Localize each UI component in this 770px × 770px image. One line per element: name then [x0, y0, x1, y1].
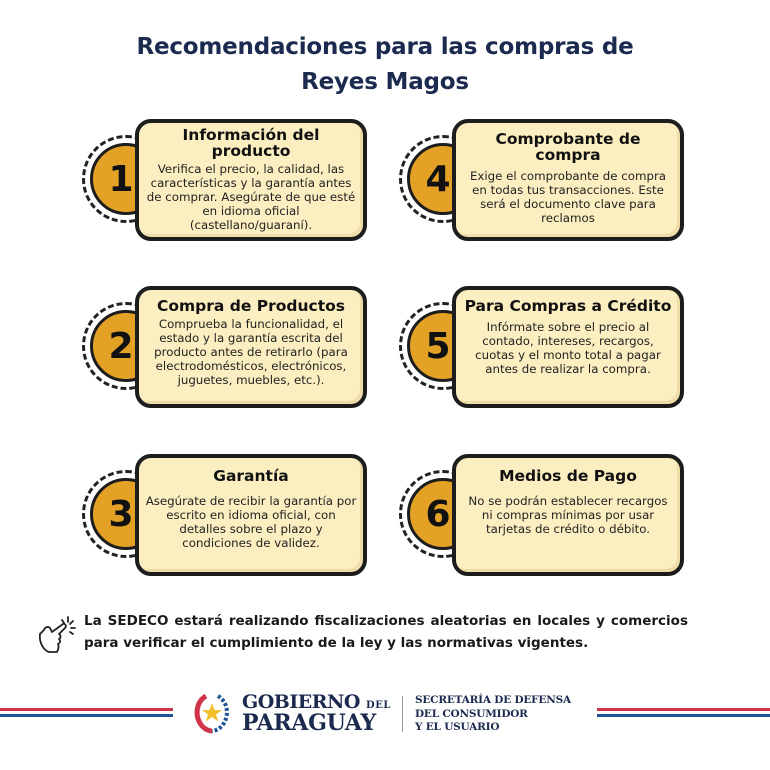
title-line-2: Reyes Magos	[301, 69, 469, 95]
card-body: Verifica el precio, la calidad, las características y la garantía antes de comprar. Asegúrate de que esté en idioma oficial (castellano/guaraní).	[146, 162, 356, 232]
card-panel	[135, 286, 367, 408]
title-line-1: Recomendaciones para las compras de	[136, 34, 634, 60]
del-text: DEL	[366, 700, 391, 711]
recommendation-card-2	[80, 282, 380, 417]
sedeco-notice: La SEDECO estará realizando fiscalizaciones aleatorias en locales y comercios para verificar el cumplimiento de la ley y las normativas vigentes.	[84, 613, 688, 651]
card-title: Compra de Productos	[156, 297, 346, 315]
recommendation-card-1	[80, 115, 380, 250]
card-body: Exige el comprobante de compra en todas tus transacciones. Este será el documento clave para reclamos	[469, 169, 667, 225]
secretaria-line-1: SECRETARÍA DE DEFENSA	[415, 694, 571, 706]
card-title: Comprobante de compra	[495, 130, 641, 164]
gobierno-text: GOBIERNO	[242, 691, 360, 713]
secretaria-label	[415, 694, 571, 735]
flag-line-blue-left	[0, 714, 173, 717]
card-panel	[135, 119, 367, 241]
star-laurel-emblem-icon	[192, 692, 232, 734]
pointing-hand-icon	[35, 612, 80, 657]
secretaria-line-2: DEL CONSUMIDOR	[415, 707, 528, 720]
recommendation-card-3	[80, 450, 380, 585]
number-badge: 4	[407, 143, 479, 215]
card-title: Medios de Pago	[499, 467, 637, 485]
card-title: Para Compras a Crédito	[464, 297, 672, 315]
recommendation-card-5	[397, 282, 697, 417]
card-body: Comprueba la funcionalidad, el estado y la garantía escrita del producto antes de retirarlo (para electrodomésticos, electrónicos, juguetes, muebles, etc.).	[154, 317, 348, 387]
card-title: Garantía	[213, 467, 289, 485]
number-badge: 5	[407, 310, 479, 382]
paraguay-label: PARAGUAY	[242, 710, 376, 736]
card-body: Asegúrate de recibir la garantía por escrito en idioma oficial, con detalles sobre el plazo y condiciones de validez.	[145, 494, 357, 550]
card-panel	[452, 286, 684, 408]
flag-line-blue-right	[597, 714, 770, 717]
card-body: Infórmate sobre el precio al contado, intereses, recargos, cuotas y el monto total a pagar antes de realizar la compra.	[475, 320, 661, 376]
card-panel	[452, 119, 684, 241]
number-badge: 6	[407, 478, 479, 550]
flag-line-red-right	[597, 708, 770, 711]
card-title: Información del producto	[182, 126, 320, 160]
page-title	[0, 30, 770, 100]
flag-line-red-left	[0, 708, 173, 711]
card-panel	[452, 454, 684, 576]
recommendation-card-4	[397, 115, 697, 250]
card-panel	[135, 454, 367, 576]
number-badge: 1	[90, 143, 162, 215]
secretaria-line-3: Y EL USUARIO	[415, 721, 500, 733]
footer-divider	[402, 696, 403, 732]
number-badge: 3	[90, 478, 162, 550]
card-body: No se podrán establecer recargos ni compras mínimas por usar tarjetas de crédito o débito.	[468, 494, 668, 536]
number-badge: 2	[90, 310, 162, 382]
recommendation-card-6	[397, 450, 697, 585]
